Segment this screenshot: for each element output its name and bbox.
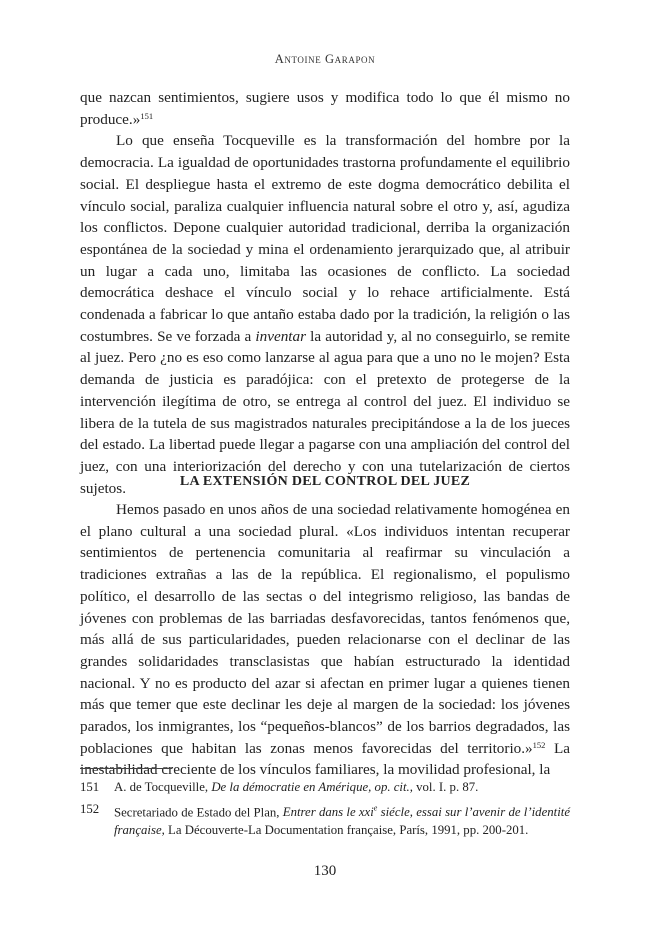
tocqueville-paragraph: Lo que enseña Tocqueville es la transformación del hombre por la democracia. La igualdad de oportunidades trastorna profundamente el equilibrio social. El despliegue hasta el extremo de este dogma democrático debilita el vínculo social, paraliza cualquier influencia natural sobre el otro y, así, agudiza los conflictos. Depone cualquier autoridad tradicional, derriba la organización espontánea de la sociedad y mina el ordenamiento jerarquizado que, al atribuir un lugar a cada uno, limitaba las ocasiones de conflicto. La sociedad democrática deshace el vínculo social y lo rehace artificialmente. Está condenada a fabricar lo que antaño estaba dado por la tradición, la religión o las costumbres. Se ve forzada a inventar la autoridad y, al no conseguirlo, se remite al juez. Pero ¿no es eso como lanzarse al agua para que a uno no le mojen? Esta demanda de justicia es paradójica: con el pretexto de protegerse de la intervención ilegítima de otro, se entrega al control del juez. El individuo se libera de la tutela de sus magistrados naturales precipitándose a la de los jueces del estado. La libertad puede llegar a pagarse con una ampliación del control del juez, con una interiorización del derecho y con una tutelarización de ciertos sujetos.: [80, 132, 571, 497]
footnote-ref-152[interactable]: 152: [532, 739, 546, 750]
main-text-top: [80, 87, 570, 499]
main-text-bottom: [80, 499, 570, 781]
continuation-paragraph: que nazcan sentimientos, sugiere usos y modifica todo lo que él mismo no produce.»$^{151}$: [80, 89, 570, 128]
section-heading: LA EXTENSIÓN DEL CONTROL DEL JUEZ: [179, 474, 471, 489]
footnote-number: 151: [80, 780, 100, 794]
footnote-text: A. de Tocqueville, De la démocratie en Amérique, op. cit., vol. I. p. 87.: [114, 780, 479, 794]
footnote-divider: [80, 768, 172, 769]
running-head: Antoine Garapon: [274, 52, 376, 66]
footnote-text: Secretariado de Estado del Plan, Entrer dans le xxi$^e$ siécle, essai sur l’avenir de l’identité française, La Découverte-La Documentation française, París, 1991, pp. 200-201.: [114, 803, 570, 838]
emphasis-inventar: inventar: [255, 327, 307, 345]
footnote-number: 152: [80, 801, 100, 816]
footnote-151: [80, 778, 570, 797]
footnote-152: [80, 800, 570, 840]
plural-society-paragraph: Hemos pasado en unos años de una sociedad relativamente homogénea en el plano cultural a una sociedad plural. «Los individuos intentan recuperar sentimientos de pertenencia comunitaria al reafirmar su vinculación a tradiciones extrañas a las de la república. El regionalismo, el populismo político, el desarrollo de las sectas o del integrismo religioso, las bandas de jóvenes con problemas de las barriadas desfavorecidas, tantos fenómenos que, más allá de sus particularidades, pueden relacionarse con el declinar de las grandes solidaridades transclasistas que habían estructurado la identidad nacional. Y no es producto del azar si afectan en primer lugar a quienes tienen más que temer que este declinar les deje al margen de la sociedad: los jóvenes parados, los inmigrantes, los “pequeños-blancos” de los barrios degradados, las poblaciones que habitan las zonas menos favorecidas del territorio.»$^{152}$ La inestabilidad creciente de los vínculos familiares, la movilidad profesional, la: [80, 501, 570, 779]
page-number: 130: [313, 863, 337, 879]
footnotes: [80, 778, 570, 843]
footnote-ref-151[interactable]: 151: [140, 110, 154, 121]
